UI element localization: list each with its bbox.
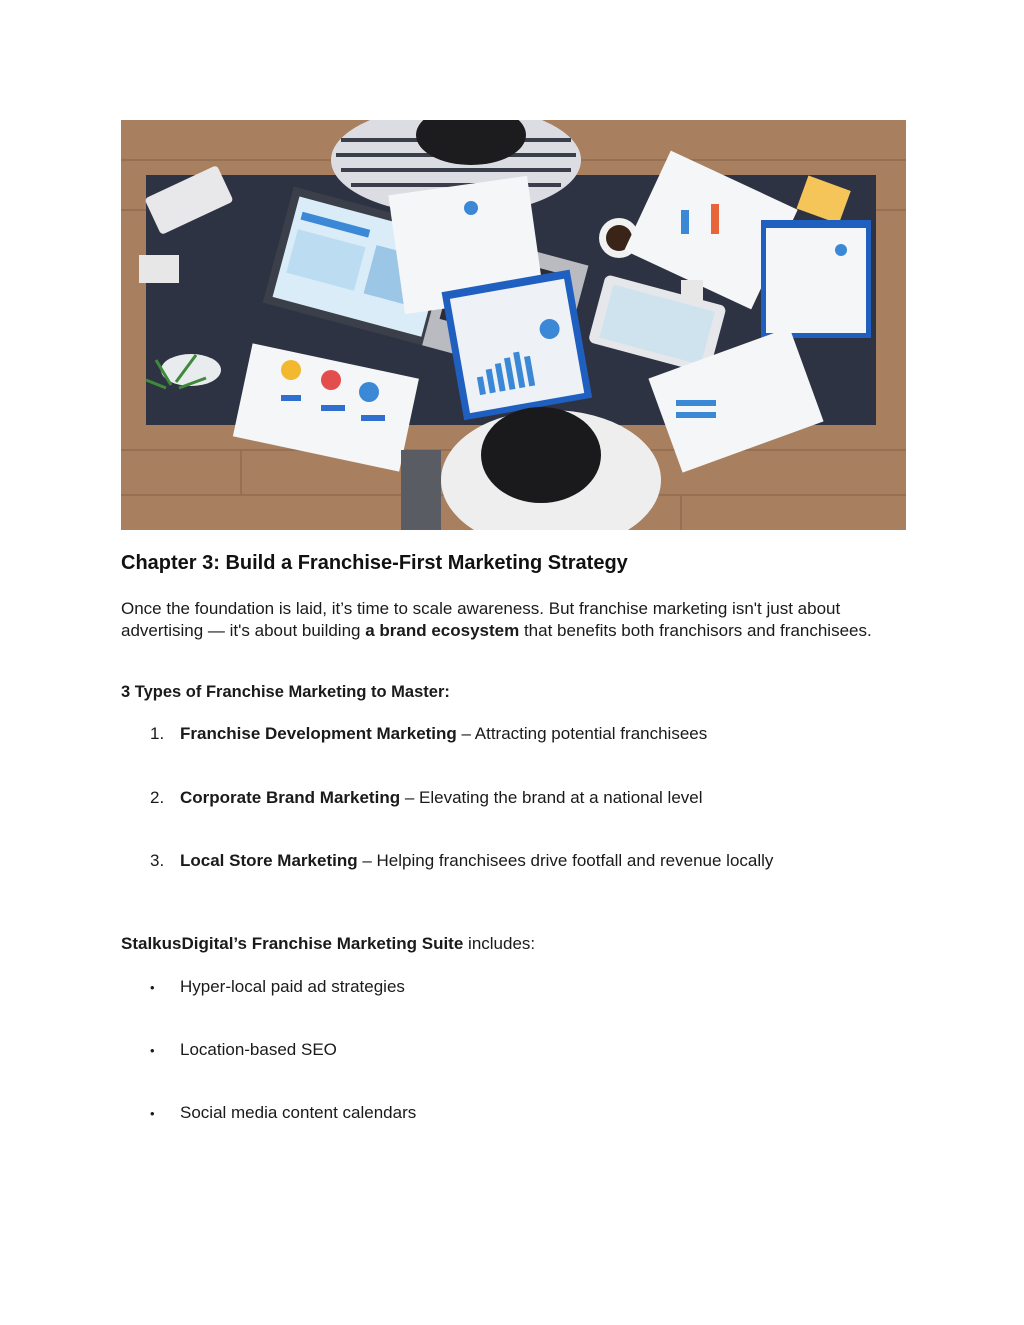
bullet-text: Location-based SEO: [180, 1040, 337, 1059]
list-number: 3.: [150, 851, 165, 870]
list-item: [150, 787, 703, 808]
intro-paragraph: [121, 598, 911, 641]
hero-photo: [121, 120, 906, 530]
list-item-text: – Attracting potential franchisees: [456, 724, 708, 743]
list-item-bold: Local Store Marketing: [180, 851, 358, 870]
list-number: 1.: [150, 724, 165, 743]
chapter-title: Chapter 3: Build a Franchise-First Marketing Strategy: [121, 552, 628, 574]
bullet-text: Social media content calendars: [180, 1103, 417, 1122]
list-item-text: – Elevating the brand at a national level: [400, 788, 703, 807]
bullet-text: Hyper-local paid ad strategies: [180, 977, 405, 996]
bullet-icon: •: [150, 1106, 155, 1121]
list-item-bold: Corporate Brand Marketing: [180, 788, 401, 807]
suite-name: StalkusDigital’s Franchise Marketing Suite: [121, 934, 464, 953]
list-item: [150, 850, 773, 871]
suite-includes: includes:: [463, 934, 536, 953]
bullet-item: [150, 976, 405, 998]
bullet-icon: •: [150, 980, 155, 995]
bullet-icon: •: [150, 1043, 155, 1058]
intro-text-bold: a brand ecosystem: [365, 620, 520, 640]
types-heading: 3 Types of Franchise Marketing to Master:: [121, 683, 450, 701]
intro-text-part2: that benefits both franchisors and franchisees.: [519, 620, 872, 640]
bullet-item: [150, 1039, 337, 1061]
suite-intro: [121, 934, 535, 954]
office-desk-photo-illustration: [121, 120, 906, 530]
list-item-bold: Franchise Development Marketing: [180, 724, 457, 743]
list-item-text: – Helping franchisees drive footfall and revenue locally: [357, 851, 774, 870]
list-item: [150, 723, 707, 744]
bullet-item: [150, 1102, 416, 1124]
intro-text-part1: Once the foundation is laid, it’s time to scale awareness. But franchise marketing isn't just about advertising — it's about building: [121, 599, 841, 640]
list-number: 2.: [150, 788, 165, 807]
